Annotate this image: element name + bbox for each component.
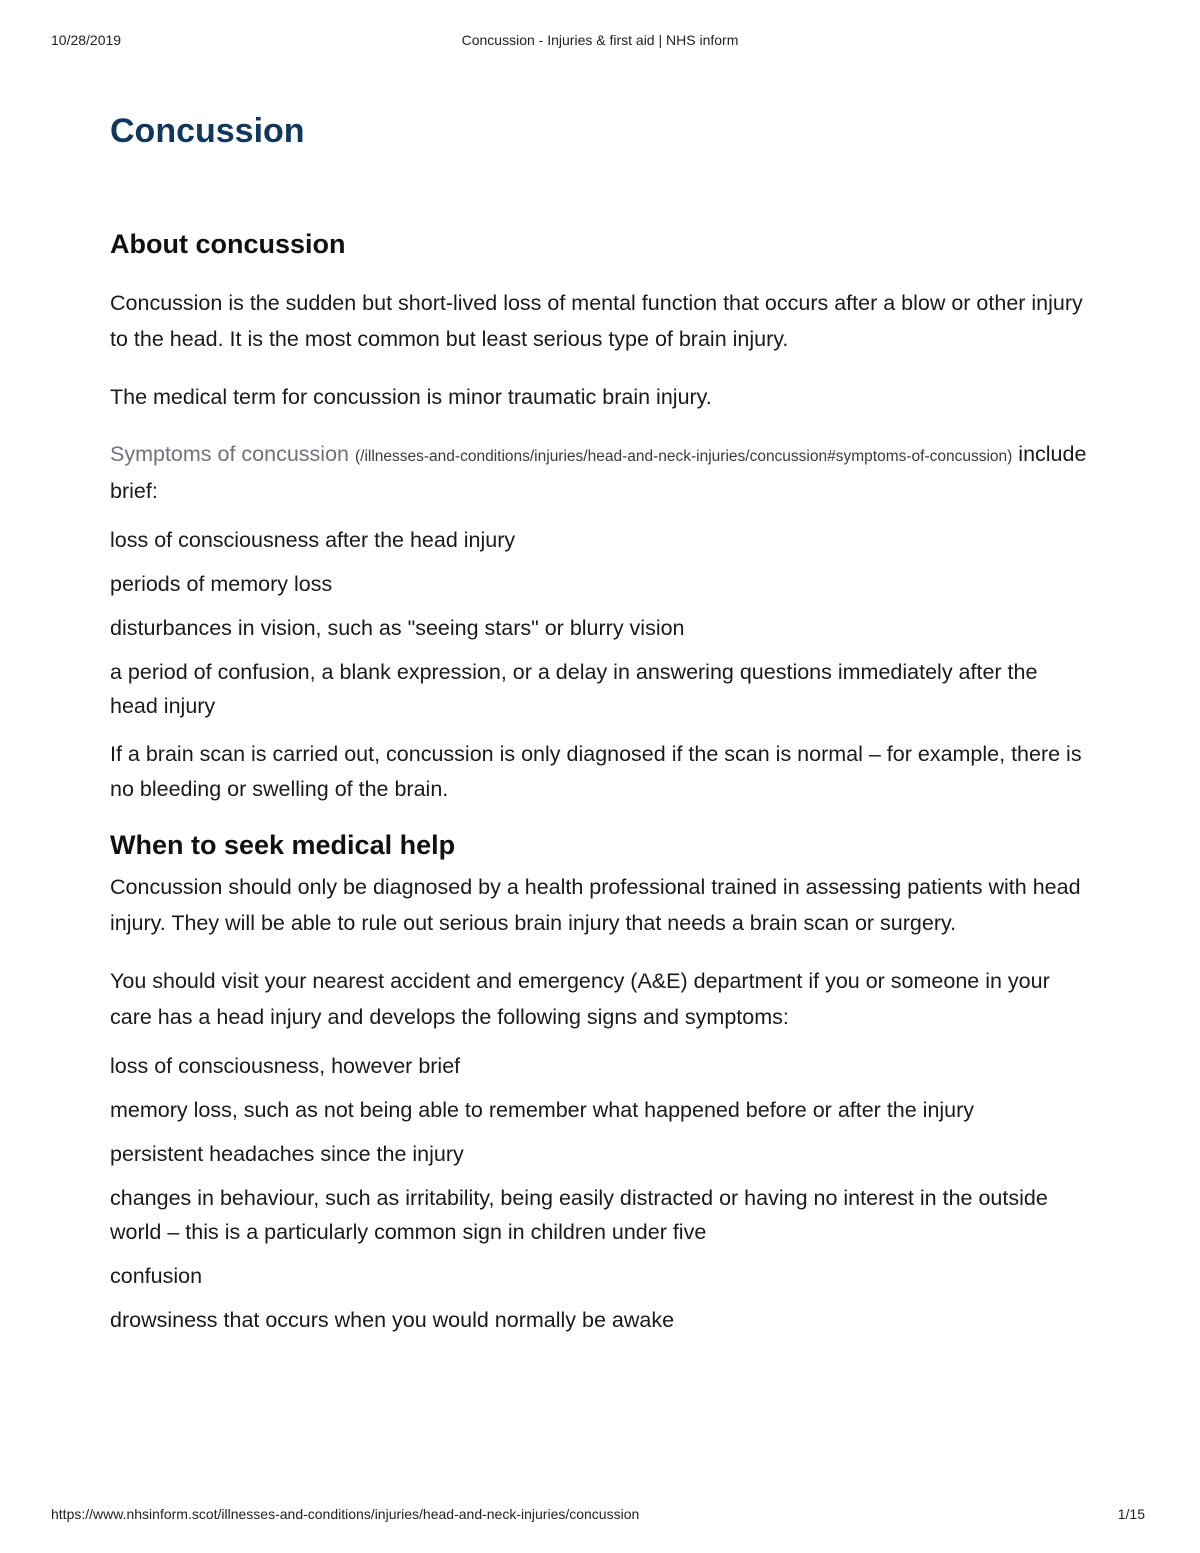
warning-signs-list: [110, 1049, 1090, 1337]
symptoms-list: [110, 523, 1090, 723]
list-item: periods of memory loss: [110, 572, 333, 596]
list-item: loss of consciousness, however brief: [110, 1054, 461, 1078]
article-content: [110, 108, 1090, 1347]
about-paragraph-1: Concussion is the sudden but short-lived loss of mental function that occurs after a blow or other injury to the head. It is the most common but least serious type of brain injury.: [110, 291, 1083, 351]
list-item: disturbances in vision, such as "seeing stars" or blurry vision: [110, 616, 685, 640]
symptoms-intro-tail: include brief:: [110, 442, 1087, 503]
list-item: a period of confusion, a blank expression, or a delay in answering questions immediately after the head injury: [110, 660, 1038, 718]
about-paragraph-2: The medical term for concussion is minor traumatic brain injury.: [110, 385, 712, 409]
list-item: memory loss, such as not being able to remember what happened before or after the injury: [110, 1098, 975, 1122]
brain-scan-paragraph: If a brain scan is carried out, concussion is only diagnosed if the scan is normal – for example, there is no bleeding or swelling of the brain.: [110, 742, 1082, 801]
medical-help-paragraph-1: Concussion should only be diagnosed by a health professional trained in assessing patients with head injury. They will be able to rule out serious brain injury that needs a brain scan or surgery.: [110, 875, 1081, 935]
print-url: https://www.nhsinform.scot/illnesses-and-conditions/injuries/head-and-neck-injuries/concussion: [51, 1506, 640, 1522]
print-page-title: Concussion - Injuries & first aid | NHS inform: [461, 32, 739, 48]
print-date: 10/28/2019: [51, 32, 122, 48]
symptoms-link[interactable]: Symptoms of concussion: [110, 442, 349, 466]
about-heading: About concussion: [110, 229, 346, 259]
list-item: drowsiness that occurs when you would normally be awake: [110, 1308, 675, 1332]
list-item: confusion: [110, 1264, 203, 1288]
medical-help-heading: When to seek medical help: [110, 830, 456, 860]
symptoms-intro: [110, 437, 1090, 508]
list-item: changes in behaviour, such as irritability, being easily distracted or having no interest in the outside world – this is a particularly common sign in children under five: [110, 1186, 1048, 1244]
list-item: loss of consciousness after the head injury: [110, 528, 516, 552]
page-title: Concussion: [110, 112, 305, 150]
medical-help-paragraph-2: You should visit your nearest accident and emergency (A&E) department if you or someone in your care has a head injury and develops the following signs and symptoms:: [110, 969, 1050, 1029]
list-item: persistent headaches since the injury: [110, 1142, 464, 1166]
symptoms-link-url: (/illnesses-and-conditions/injuries/head-and-neck-injuries/concussion#symptoms-of-concussion): [354, 448, 1013, 465]
print-page-number: 1/15: [1117, 1506, 1145, 1522]
